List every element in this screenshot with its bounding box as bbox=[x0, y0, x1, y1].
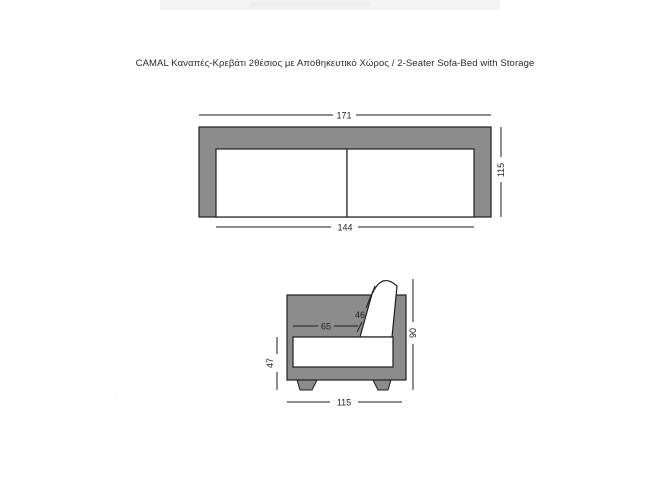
label-width-171: 171 bbox=[336, 110, 352, 121]
leg-back bbox=[373, 380, 391, 390]
label-width-144: 144 bbox=[337, 222, 353, 233]
dimension-side-depth bbox=[287, 398, 402, 408]
seat-cushion-left bbox=[216, 149, 347, 217]
leg-front bbox=[297, 380, 317, 390]
label-side-depth-115: 115 bbox=[336, 397, 352, 408]
label-backrest-46: 46 bbox=[354, 310, 366, 320]
diagram-title: CAMAL Καναπές-Κρεβάτι 2θέσιος με Αποθηκευτικό Χώρος / 2-Seater Sofa-Bed with Storage bbox=[135, 58, 535, 69]
dimension-depth-top bbox=[496, 127, 506, 217]
label-seat-height-47: 47 bbox=[265, 357, 275, 369]
top-view bbox=[199, 111, 506, 233]
dimension-seat-height bbox=[265, 337, 277, 390]
label-seat-depth-65: 65 bbox=[320, 321, 332, 332]
side-view bbox=[265, 279, 418, 408]
dimension-total-height bbox=[408, 279, 418, 390]
stray-dot bbox=[116, 394, 117, 395]
dimension-width-outer bbox=[199, 111, 491, 121]
seat-cushion-right bbox=[347, 149, 474, 217]
label-depth-115: 115 bbox=[496, 162, 506, 178]
dimension-width-inner bbox=[216, 223, 474, 233]
seat-side bbox=[293, 337, 393, 367]
label-height-90: 90 bbox=[408, 327, 418, 339]
